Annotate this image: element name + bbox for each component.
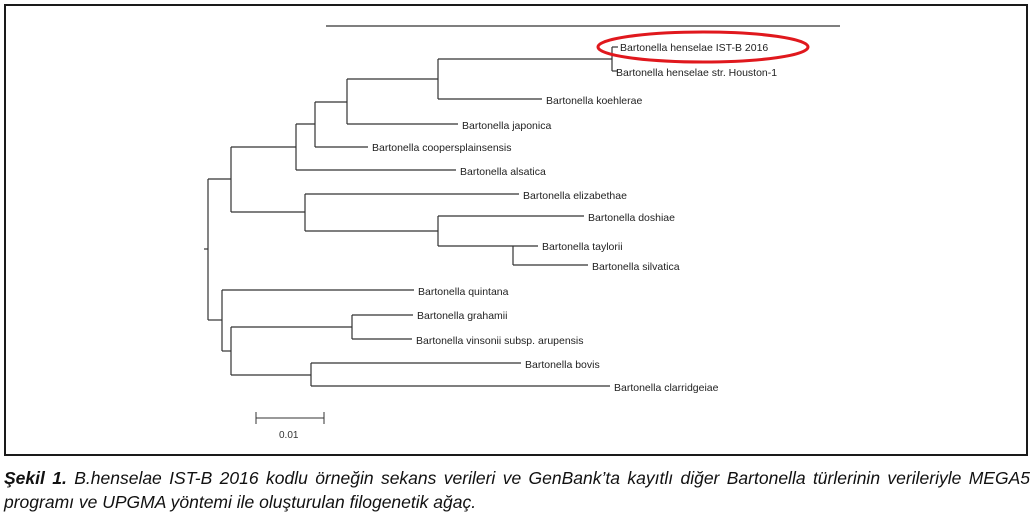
taxon-label: Bartonella alsatica (460, 166, 546, 178)
taxon-label: Bartonella silvatica (592, 261, 680, 273)
taxon-label: Bartonella clarridgeiae (614, 382, 719, 394)
figure-caption (4, 466, 1030, 514)
caption-label: Şekil 1. (4, 468, 67, 488)
taxon-label: Bartonella coopersplainsensis (372, 142, 512, 154)
taxon-label: Bartonella elizabethae (523, 190, 627, 202)
taxon-label: Bartonella koehlerae (546, 95, 643, 107)
scale-bar-label: 0.01 (279, 430, 299, 441)
taxon-label: Bartonella bovis (525, 359, 600, 371)
phylogenetic-tree (6, 6, 1026, 454)
taxon-label: Bartonella doshiae (588, 212, 675, 224)
taxon-label: Bartonella henselae str. Houston-1 (616, 67, 778, 79)
taxon-label: Bartonella vinsonii subsp. arupensis (416, 335, 584, 347)
figure-frame (4, 4, 1028, 456)
tree-branches (204, 26, 840, 386)
taxon-label: Bartonella japonica (462, 120, 552, 132)
taxon-label: Bartonella taylorii (542, 241, 623, 253)
taxon-label: Bartonella grahamii (417, 310, 508, 322)
taxon-label: Bartonella henselae IST-B 2016 (620, 42, 769, 54)
taxon-label: Bartonella quintana (418, 286, 509, 298)
caption-text: B.henselae IST-B 2016 kodlu örneğin sekans verileri ve GenBank’ta kayıtlı diğer Bartonella türlerinin verileriyle MEGA5 programı ve UPGMA yöntemi ile oluşturulan filogenetik ağaç. (4, 468, 1030, 512)
scale-bar (256, 412, 324, 441)
taxon-labels (372, 42, 777, 394)
